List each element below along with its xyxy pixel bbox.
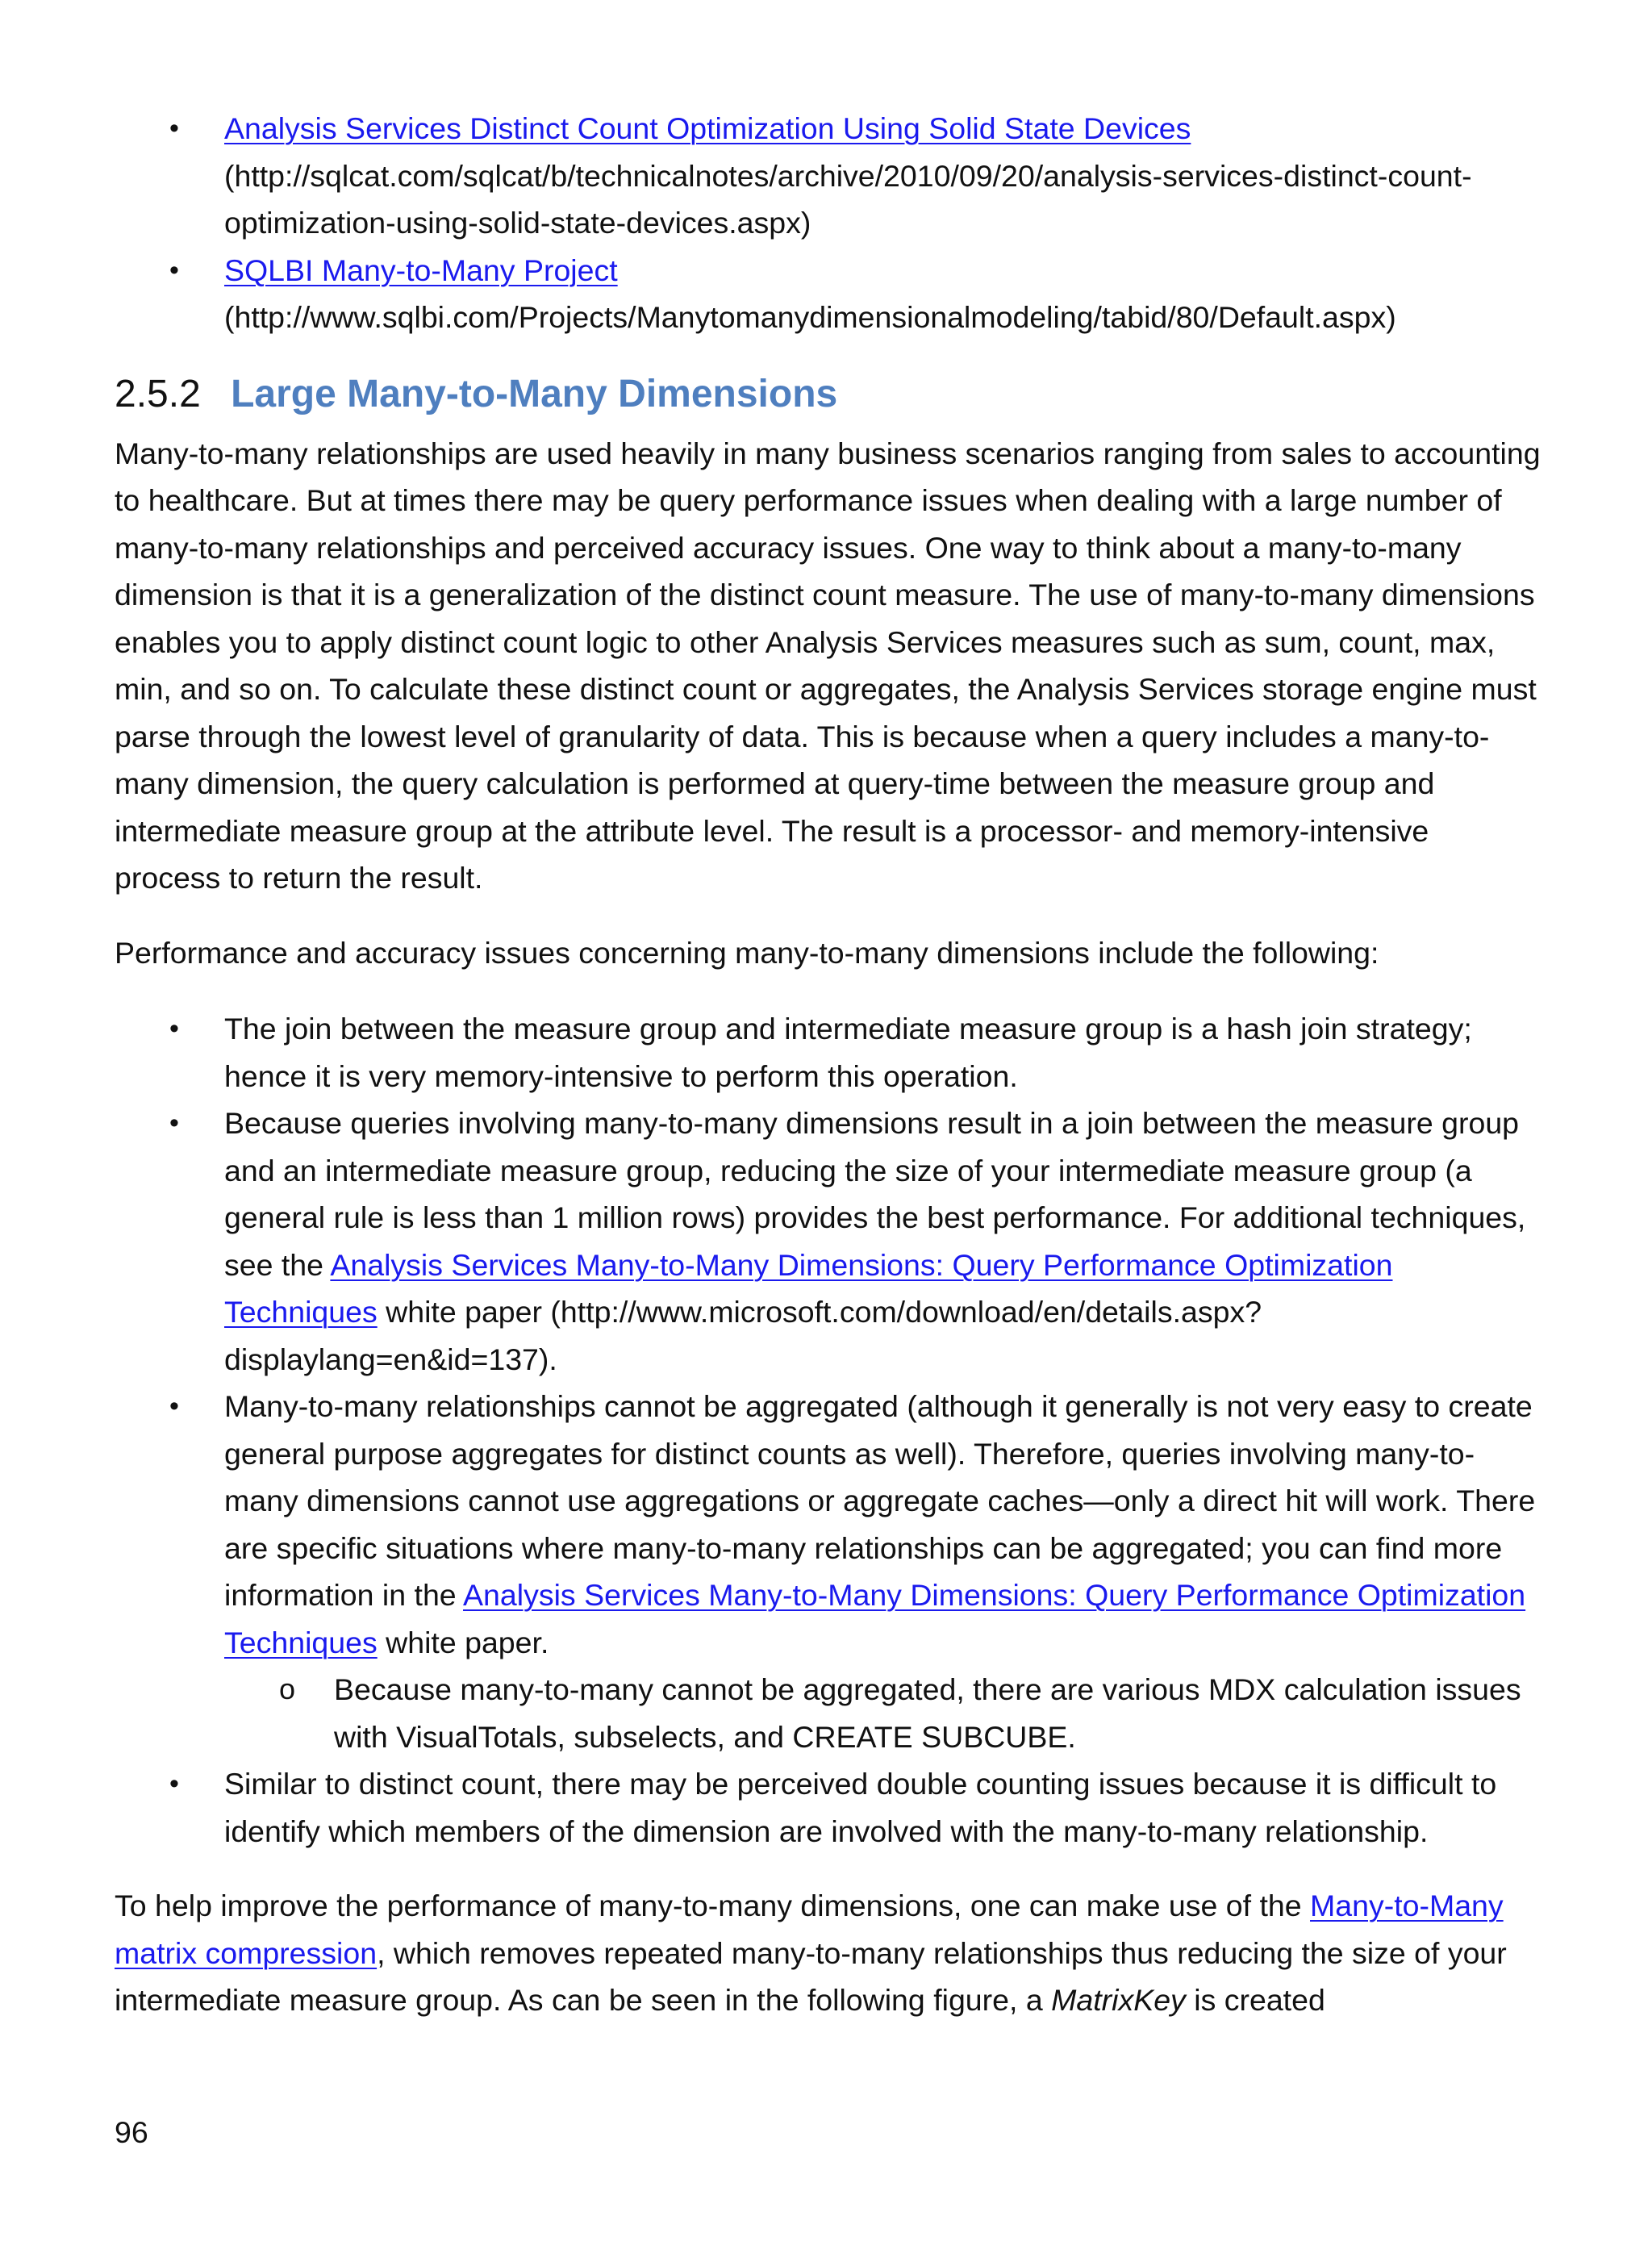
issues-list (115, 1005, 1542, 1855)
matrixkey-term: MatrixKey (1051, 1983, 1186, 2017)
issue-text: Many-to-many relationships cannot be aggregated (although it generally is not very easy to create general purpose aggregates for distinct counts as well). Therefore, queries involving many-to-many dimensions cannot use aggregations or aggregate caches—only a direct hit will work. There are specific situations where many-to-many relationships can be aggregated; you can find more information in the (224, 1389, 1536, 1612)
issue-text: Similar to distinct count, there may be perceived double counting issues because it is difficult to identify which members of the dimension are involved with the many-to-many relationship. (224, 1767, 1497, 1848)
list-item (115, 1383, 1542, 1760)
issue-text: Because queries involving many-to-many dimensions result in a join between the measure group and an intermediate measure group, reducing the size of your intermediate measure group (a general rule is less than 1 million rows) provides the best performance. For additional techniques, see the (224, 1106, 1526, 1282)
issues-lead-paragraph: Performance and accuracy issues concerning many-to-many dimensions include the following: (115, 935, 1379, 970)
issue-text: white paper (http://www.microsoft.com/download/en/details.aspx?displaylang=en&id=137). (224, 1295, 1262, 1376)
closing-text: To help improve the performance of many-to-many dimensions, one can make use of the (115, 1889, 1311, 1922)
intro-paragraph: Many-to-many relationships are used heavily in many business scenarios ranging from sales to accounting to healthcare. But at times there may be query performance issues when dealing with a large number of many-to-many relationships and perceived accuracy issues. One way to think about a many-to-many dimension is that it is a generalization of the distinct count measure. The use of many-to-many dimensions enables you to apply distinct count logic to other Analysis Services measures such as sum, count, max, min, and so on. To calculate these distinct count or aggregates, the Analysis Services storage engine must parse through the lowest level of granularity of data. This is because when a query includes a many-to-many dimension, the query calculation is performed at query-time between the measure group and intermediate measure group at the attribute level. The result is a processor- and memory-intensive process to return the result. (115, 436, 1541, 895)
bullet-icon (169, 1383, 194, 1430)
bullet-icon (169, 1005, 194, 1053)
bullet-icon (169, 1100, 194, 1147)
bullet-icon (169, 1760, 194, 1808)
m2m-whitepaper-link[interactable]: Analysis Services Many-to-Many Dimensions: Query Performance Optimization Techniques (224, 1247, 1393, 1329)
issue-text: The join between the measure group and intermediate measure group is a hash join strategy; hence it is very memory-intensive to perform this operation. (224, 1012, 1472, 1093)
bullet-icon (169, 105, 194, 152)
reference-url: (http://www.sqlbi.com/Projects/Manytomanydimensionalmodeling/tabid/80/Default.aspx) (224, 300, 1396, 334)
sub-issue-text: Because many-to-many cannot be aggregated, there are various MDX calculation issues with VisualTotals, subselects, and CREATE SUBCUBE. (334, 1672, 1521, 1754)
page-content (115, 105, 1542, 2024)
matrix-compression-link[interactable]: Many-to-Many matrix compression (115, 1889, 1504, 1970)
sub-list (224, 1666, 1542, 1760)
list-item (115, 1100, 1542, 1383)
reference-item (115, 247, 1542, 341)
m2m-whitepaper-link[interactable]: Analysis Services Many-to-Many Dimensions: Query Performance Optimization Techniques (224, 1578, 1526, 1659)
section-number: 2.5.2 (115, 372, 201, 415)
page-number: 96 (115, 2115, 148, 2149)
closing-text: , which removes repeated many-to-many relationships thus reducing the size of your intermediate measure group. As can be seen in the following figure, a (115, 1935, 1507, 2017)
section-heading (115, 369, 1542, 420)
section-title: Large Many-to-Many Dimensions (231, 372, 838, 415)
closing-paragraph (115, 1882, 1542, 2024)
sqlbi-project-link[interactable]: SQLBI Many-to-Many Project (224, 253, 618, 287)
ssd-distinct-count-link[interactable]: Analysis Services Distinct Count Optimization Using Solid State Devices (224, 111, 1191, 145)
issue-text: white paper. (377, 1625, 549, 1659)
list-item (115, 1760, 1542, 1855)
reference-item (115, 105, 1542, 247)
bullet-icon (169, 247, 194, 294)
circle-bullet-icon (279, 1666, 295, 1713)
sub-list-item (224, 1666, 1542, 1760)
list-item (115, 1005, 1542, 1100)
reference-list (115, 105, 1542, 341)
reference-url: (http://sqlcat.com/sqlcat/b/technicalnotes/archive/2010/09/20/analysis-services-distinct-count-optimization-using-solid-state-devices.aspx) (224, 158, 1472, 240)
closing-text: is created (1185, 1983, 1325, 2017)
